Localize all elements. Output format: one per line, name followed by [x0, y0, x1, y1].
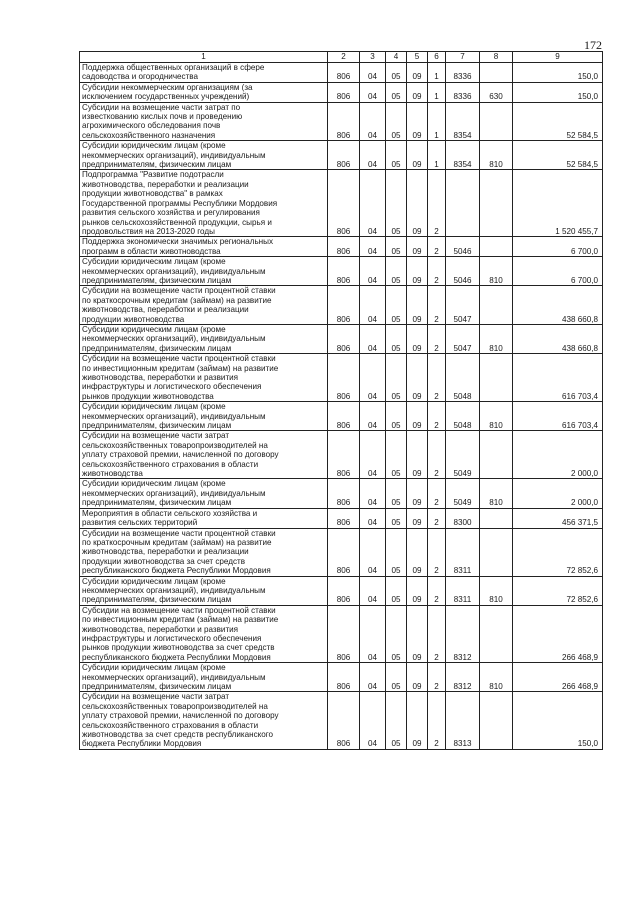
target-code-cell: 5049: [446, 431, 480, 479]
subsection-cell: 05: [386, 141, 407, 170]
section-cell: 04: [360, 576, 386, 605]
row-name-cell: Субсидии некоммерческим организациям (за исключением государственных учреждений): [80, 82, 328, 102]
row-name-cell: Субсидии на возмещение части затрат по известкованию кислых почв и проведению агрохимического обследования почв сельскохозяйственного назначения: [80, 102, 328, 141]
subprogram-cell: 2: [428, 257, 446, 286]
expense-type-cell: [480, 170, 513, 237]
target-code-cell: 5049: [446, 479, 480, 508]
ministry-code-cell: 806: [328, 354, 360, 402]
table-row: [80, 508, 603, 528]
column-header: 2: [328, 52, 360, 63]
column-header: 8: [480, 52, 513, 63]
section-cell: 04: [360, 237, 386, 257]
row-name-cell: Подпрограмма "Развитие подотрасли животноводства, переработки и реализации продукции животноводства" в рамках Государственной программы Республики Мордовия развития сельского хозяйства и регулирования рынков сельскохозяйственной продукции, сырья и продовольствия на 2013-2020 годы: [80, 170, 328, 237]
amount-cell: 6 700,0: [513, 257, 603, 286]
table-body: [80, 63, 603, 750]
amount-cell: 150,0: [513, 692, 603, 749]
expense-type-cell: [480, 237, 513, 257]
subprogram-cell: 2: [428, 528, 446, 576]
section-cell: 04: [360, 528, 386, 576]
row-name-cell: Субсидии на возмещение части процентной ставки по краткосрочным кредитам (займам) на развитие животноводства, переработки и реализации продукции животноводства: [80, 286, 328, 325]
subprogram-cell: 2: [428, 605, 446, 662]
budget-table: [79, 51, 603, 750]
row-name-cell: Субсидии юридическим лицам (кроме некоммерческих организаций), индивидуальным предпринимателям, физическим лицам: [80, 576, 328, 605]
program-cell: 09: [407, 286, 428, 325]
expense-type-cell: [480, 354, 513, 402]
program-cell: 09: [407, 576, 428, 605]
column-header: 9: [513, 52, 603, 63]
program-cell: 09: [407, 141, 428, 170]
expense-type-cell: 810: [480, 324, 513, 353]
table-row: [80, 402, 603, 431]
program-cell: 09: [407, 237, 428, 257]
column-header: 3: [360, 52, 386, 63]
subsection-cell: 05: [386, 324, 407, 353]
expense-type-cell: 810: [480, 257, 513, 286]
expense-type-cell: 810: [480, 663, 513, 692]
ministry-code-cell: 806: [328, 508, 360, 528]
subsection-cell: 05: [386, 257, 407, 286]
ministry-code-cell: 806: [328, 63, 360, 83]
amount-cell: 266 468,9: [513, 663, 603, 692]
table-row: [80, 692, 603, 749]
program-cell: 09: [407, 354, 428, 402]
program-cell: 09: [407, 170, 428, 237]
subsection-cell: 05: [386, 170, 407, 237]
amount-cell: 72 852,6: [513, 528, 603, 576]
amount-cell: 266 468,9: [513, 605, 603, 662]
expense-type-cell: [480, 286, 513, 325]
target-code-cell: 8312: [446, 663, 480, 692]
expense-type-cell: 630: [480, 82, 513, 102]
amount-cell: 52 584,5: [513, 141, 603, 170]
subprogram-cell: 2: [428, 479, 446, 508]
row-name-cell: Субсидии юридическим лицам (кроме некоммерческих организаций), индивидуальным предпринимателям, физическим лицам: [80, 402, 328, 431]
table-row: [80, 286, 603, 325]
ministry-code-cell: 806: [328, 431, 360, 479]
target-code-cell: 5047: [446, 324, 480, 353]
row-name-cell: Субсидии юридическим лицам (кроме некоммерческих организаций), индивидуальным предпринимателям, физическим лицам: [80, 324, 328, 353]
section-cell: 04: [360, 663, 386, 692]
subprogram-cell: 2: [428, 402, 446, 431]
subprogram-cell: 1: [428, 63, 446, 83]
subprogram-cell: 1: [428, 141, 446, 170]
target-code-cell: 5046: [446, 237, 480, 257]
expense-type-cell: [480, 605, 513, 662]
program-cell: 09: [407, 431, 428, 479]
row-name-cell: Субсидии на возмещение части процентной ставки по краткосрочным кредитам (займам) на развитие животноводства, переработки и реализации продукции животноводства за счет средств республиканского бюджета Республики Мордовия: [80, 528, 328, 576]
ministry-code-cell: 806: [328, 402, 360, 431]
ministry-code-cell: 806: [328, 692, 360, 749]
program-cell: 09: [407, 82, 428, 102]
subsection-cell: 05: [386, 508, 407, 528]
ministry-code-cell: 806: [328, 141, 360, 170]
target-code-cell: 5048: [446, 402, 480, 431]
section-cell: 04: [360, 102, 386, 141]
section-cell: 04: [360, 354, 386, 402]
row-name-cell: Мероприятия в области сельского хозяйства и развития сельских территорий: [80, 508, 328, 528]
table-row: [80, 170, 603, 237]
ministry-code-cell: 806: [328, 605, 360, 662]
table-row: [80, 576, 603, 605]
table-row: [80, 141, 603, 170]
amount-cell: 1 520 455,7: [513, 170, 603, 237]
subprogram-cell: 2: [428, 576, 446, 605]
table-row: [80, 431, 603, 479]
target-code-cell: 8354: [446, 141, 480, 170]
subsection-cell: 05: [386, 402, 407, 431]
target-code-cell: 5047: [446, 286, 480, 325]
expense-type-cell: [480, 431, 513, 479]
column-header: 5: [407, 52, 428, 63]
subprogram-cell: 2: [428, 663, 446, 692]
amount-cell: 72 852,6: [513, 576, 603, 605]
ministry-code-cell: 806: [328, 237, 360, 257]
amount-cell: 150,0: [513, 63, 603, 83]
row-name-cell: Субсидии на возмещение части процентной ставки по инвестиционным кредитам (займам) на развитие животноводства, переработки и развития инфраструктуры и логистического обеспечения рынков продукции животноводства: [80, 354, 328, 402]
ministry-code-cell: 806: [328, 102, 360, 141]
row-name-cell: Поддержка общественных организаций в сфере садоводства и огородничества: [80, 63, 328, 83]
table-row: [80, 63, 603, 83]
section-cell: 04: [360, 508, 386, 528]
table-row: [80, 237, 603, 257]
section-cell: 04: [360, 257, 386, 286]
table-row: [80, 102, 603, 141]
section-cell: 04: [360, 692, 386, 749]
column-header: 6: [428, 52, 446, 63]
program-cell: 09: [407, 402, 428, 431]
table-row: [80, 257, 603, 286]
expense-type-cell: 810: [480, 576, 513, 605]
program-cell: 09: [407, 63, 428, 83]
table-row: [80, 528, 603, 576]
row-name-cell: Субсидии на возмещение части процентной ставки по инвестиционным кредитам (займам) на развитие животноводства, переработки и развития инфраструктуры и логистического обеспечения рынков продукции животноводства за счет средств республиканского бюджета Республики Мордовия: [80, 605, 328, 662]
subsection-cell: 05: [386, 63, 407, 83]
subprogram-cell: 2: [428, 354, 446, 402]
row-name-cell: Субсидии юридическим лицам (кроме некоммерческих организаций), индивидуальным предпринимателям, физическим лицам: [80, 479, 328, 508]
expense-type-cell: [480, 508, 513, 528]
expense-type-cell: [480, 528, 513, 576]
amount-cell: 438 660,8: [513, 286, 603, 325]
subsection-cell: 05: [386, 663, 407, 692]
section-cell: 04: [360, 286, 386, 325]
subsection-cell: 05: [386, 82, 407, 102]
table-row: [80, 663, 603, 692]
section-cell: 04: [360, 402, 386, 431]
expense-type-cell: [480, 102, 513, 141]
section-cell: 04: [360, 324, 386, 353]
ministry-code-cell: 806: [328, 576, 360, 605]
ministry-code-cell: 806: [328, 257, 360, 286]
amount-cell: 456 371,5: [513, 508, 603, 528]
expense-type-cell: 810: [480, 479, 513, 508]
section-cell: 04: [360, 141, 386, 170]
subsection-cell: 05: [386, 237, 407, 257]
column-header: 1: [80, 52, 328, 63]
subsection-cell: 05: [386, 528, 407, 576]
table-row: [80, 479, 603, 508]
amount-cell: 150,0: [513, 82, 603, 102]
amount-cell: 6 700,0: [513, 237, 603, 257]
expense-type-cell: [480, 692, 513, 749]
subsection-cell: 05: [386, 692, 407, 749]
target-code-cell: 8311: [446, 528, 480, 576]
target-code-cell: [446, 170, 480, 237]
subprogram-cell: 2: [428, 508, 446, 528]
amount-cell: 52 584,5: [513, 102, 603, 141]
table-row: [80, 82, 603, 102]
subprogram-cell: 2: [428, 237, 446, 257]
target-code-cell: 8354: [446, 102, 480, 141]
ministry-code-cell: 806: [328, 170, 360, 237]
subsection-cell: 05: [386, 354, 407, 402]
program-cell: 09: [407, 692, 428, 749]
row-name-cell: Субсидии юридическим лицам (кроме некоммерческих организаций), индивидуальным предпринимателям, физическим лицам: [80, 141, 328, 170]
subprogram-cell: 2: [428, 286, 446, 325]
subsection-cell: 05: [386, 605, 407, 662]
subprogram-cell: 2: [428, 431, 446, 479]
program-cell: 09: [407, 479, 428, 508]
target-code-cell: 8312: [446, 605, 480, 662]
section-cell: 04: [360, 82, 386, 102]
program-cell: 09: [407, 605, 428, 662]
ministry-code-cell: 806: [328, 663, 360, 692]
column-header: 7: [446, 52, 480, 63]
program-cell: 09: [407, 663, 428, 692]
subprogram-cell: 1: [428, 82, 446, 102]
row-name-cell: Поддержка экономически значимых региональных программ в области животноводства: [80, 237, 328, 257]
section-cell: 04: [360, 431, 386, 479]
target-code-cell: 5048: [446, 354, 480, 402]
table-row: [80, 605, 603, 662]
ministry-code-cell: 806: [328, 528, 360, 576]
expense-type-cell: [480, 63, 513, 83]
amount-cell: 616 703,4: [513, 402, 603, 431]
target-code-cell: 8300: [446, 508, 480, 528]
row-name-cell: Субсидии на возмещение части затрат сельскохозяйственных товаропроизводителей на уплату страховой премии, начисленной по договору сельскохозяйственного страхования в области животноводства за счет средств республиканского бюджета Республики Мордовия: [80, 692, 328, 749]
ministry-code-cell: 806: [328, 479, 360, 508]
subsection-cell: 05: [386, 479, 407, 508]
target-code-cell: 8311: [446, 576, 480, 605]
subprogram-cell: 1: [428, 102, 446, 141]
amount-cell: 2 000,0: [513, 479, 603, 508]
section-cell: 04: [360, 170, 386, 237]
subsection-cell: 05: [386, 431, 407, 479]
ministry-code-cell: 806: [328, 286, 360, 325]
subprogram-cell: 2: [428, 324, 446, 353]
subsection-cell: 05: [386, 102, 407, 141]
program-cell: 09: [407, 102, 428, 141]
program-cell: 09: [407, 257, 428, 286]
expense-type-cell: 810: [480, 141, 513, 170]
amount-cell: 438 660,8: [513, 324, 603, 353]
row-name-cell: Субсидии на возмещение части затрат сельскохозяйственных товаропроизводителей на уплату страховой премии, начисленной по договору сельскохозяйственного страхования в области животноводства: [80, 431, 328, 479]
target-code-cell: 8336: [446, 82, 480, 102]
column-header: 4: [386, 52, 407, 63]
section-cell: 04: [360, 605, 386, 662]
expense-type-cell: 810: [480, 402, 513, 431]
subsection-cell: 05: [386, 576, 407, 605]
ministry-code-cell: 806: [328, 324, 360, 353]
section-cell: 04: [360, 479, 386, 508]
amount-cell: 2 000,0: [513, 431, 603, 479]
target-code-cell: 8313: [446, 692, 480, 749]
page-number: 172: [584, 38, 602, 52]
program-cell: 09: [407, 508, 428, 528]
subprogram-cell: 2: [428, 692, 446, 749]
table-row: [80, 354, 603, 402]
subsection-cell: 05: [386, 286, 407, 325]
row-name-cell: Субсидии юридическим лицам (кроме некоммерческих организаций), индивидуальным предпринимателям, физическим лицам: [80, 663, 328, 692]
amount-cell: 616 703,4: [513, 354, 603, 402]
ministry-code-cell: 806: [328, 82, 360, 102]
row-name-cell: Субсидии юридическим лицам (кроме некоммерческих организаций), индивидуальным предпринимателям, физическим лицам: [80, 257, 328, 286]
target-code-cell: 8336: [446, 63, 480, 83]
table-header-row: [80, 52, 603, 63]
subprogram-cell: 2: [428, 170, 446, 237]
section-cell: 04: [360, 63, 386, 83]
program-cell: 09: [407, 528, 428, 576]
table-row: [80, 324, 603, 353]
target-code-cell: 5046: [446, 257, 480, 286]
program-cell: 09: [407, 324, 428, 353]
